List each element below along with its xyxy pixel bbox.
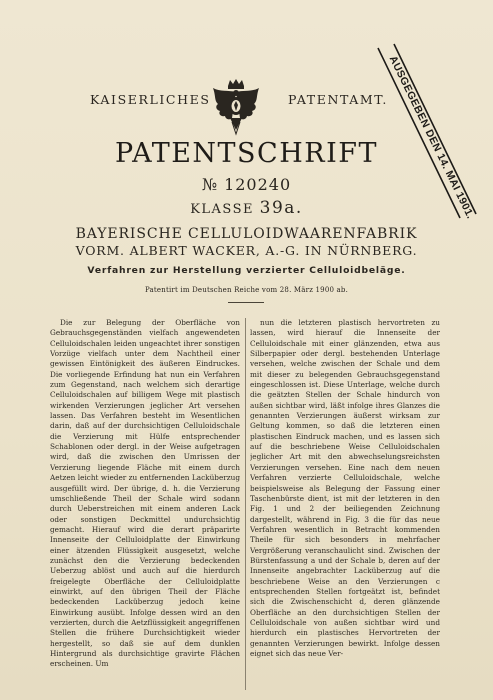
header-left: KAISERLICHES — [90, 92, 211, 107]
klasse-value: 39a. — [259, 198, 303, 218]
body-text-right: nun die letzteren plastisch hervortreten zu lassen, wird hierauf die Innenseite der Celluloidschale mit einer glänzenden, etwa aus Silberpapier oder dergl. bestehenden Unterlage versehen, welche zwischen der Schale und dem mit dieser zu belegenden Gebrauchsgegenstand eingeschlossen ist. Diese Unterlage, welche durch die geätzten Stellen der Schale hindurch von außen sichtbar wird, läßt infolge ihres Glanzes die genannten Verzierungen äußerst wirksam zur Geltung kommen, so daß die letzteren einen plastischen Eindruck machen, und es lassen sich auf die beschriebene Weise Celluloidschalen jeglicher Art mit den abwechselungsreichsten Verzierungen versehen. Eine nach dem neuen Verfahren verzierte Celluloidschale, welche beispielsweise als Belegung der Fassung einer Taschenbürste dient, ist mit der letzteren in den Fig. 1 und 2 der beiliegenden Zeichnung dargestellt, während in Fig. 3 die für das neue Verfahren wesentlich in Betracht kommenden Theile für sich besonders in mehrfacher Vergrößerung veranschaulicht sind. Zwischen der Bürstenfassung a und der Schale b, deren auf der Innenseite angebrachter Lacküberzug auf die beschriebene Weise an den Verzierungen c entsprechenden Stellen fortgeätzt ist, befindet sich die Zwischenschicht d, deren glänzende Oberfläche an den durchsichtigen Stellen der Celluloidschale von außen sichtbar wird und hierdurch ein plastisches Hervortreten der genannten Verzierungen bewirkt. Infolge dessen eignet sich das neue Ver- — [250, 318, 440, 658]
section-divider — [228, 302, 264, 303]
document-title: PATENTSCHRIFT — [114, 138, 378, 169]
klasse-label: KLASSE — [190, 202, 254, 217]
imperial-eagle-icon — [210, 78, 262, 136]
patent-number: № 120240 — [201, 175, 292, 194]
patent-class — [0, 198, 493, 218]
column-divider — [245, 318, 246, 690]
document-subtitle: Verfahren zur Herstellung verzierter Celluloidbeläge. — [87, 265, 406, 276]
header-right: PATENTAMT. — [288, 92, 388, 107]
company-name-line2: VORM. ALBERT WACKER, A.-G. IN NÜRNBERG. — [75, 243, 418, 258]
body-column-right — [250, 318, 440, 690]
body-text-left: Die zur Belegung der Oberfläche von Gebrauchsgegenständen vielfach angewendeten Celluloidschalen leiden ungeachtet ihrer sonstigen Vorzüge vielfach unter dem Nachtheil einer gewissen Eintönigkeit des äußeren Eindruckes. Die vorliegende Erfindung hat nun ein Verfahren zum Gegenstand, nach welchem sich derartige Celluloidschalen auf billigem Wege mit plastisch wirkenden Verzierungen jeglicher Art versehen lassen. Das Verfahren besteht im Wesentlichen darin, daß auf der durchsichtigen Celluloidschale die Verzierung mit Hülfe entsprechender Schablonen oder dergl. in der Weise aufgetragen wird, daß die zwischen den Umrissen der Verzierung liegende Fläche mit einem durch Aetzen leicht wieder zu entfernenden Lacküberzug ausgefüllt wird. Der übrige, d. h. die Verzierung umschließende Theil der Schale wird sodann durch Ueberstreichen mit einem anderen Lack oder sonstigen Deckmittel undurchsichtig gemacht. Hierauf wird die derart präparirte Innenseite der Celluloidplatte der Einwirkung einer ätzenden Flüssigkeit ausgesetzt, welche zunächst den die Verzierung bedeckenden Ueberzug ablöst und auch auf die hierdurch freigelegte Oberfläche der Celluloidplatte einwirkt, auf den übrigen Theil der Fläche bedeckenden Lacküberzug jedoch keine Einwirkung ausübt. Infolge dessen wird an den verzierten, durch die Aetzflüssigkeit angegriffenen Stellen die frühere Durchsichtigkeit wieder hergestellt, so daß sie auf dem dunklen Hintergrund als durchsichtige gravirte Flächen erscheinen. Um — [50, 318, 240, 669]
issue-date-text: AUSGEGEBEN DEN 14. MAI 1901. — [386, 53, 477, 221]
patented-date-line: Patentirt im Deutschen Reiche vom 28. März 1900 ab. — [144, 286, 349, 294]
company-name: BAYERISCHE CELLULOIDWAARENFABRIK — [75, 226, 418, 242]
body-column-left — [50, 318, 240, 690]
